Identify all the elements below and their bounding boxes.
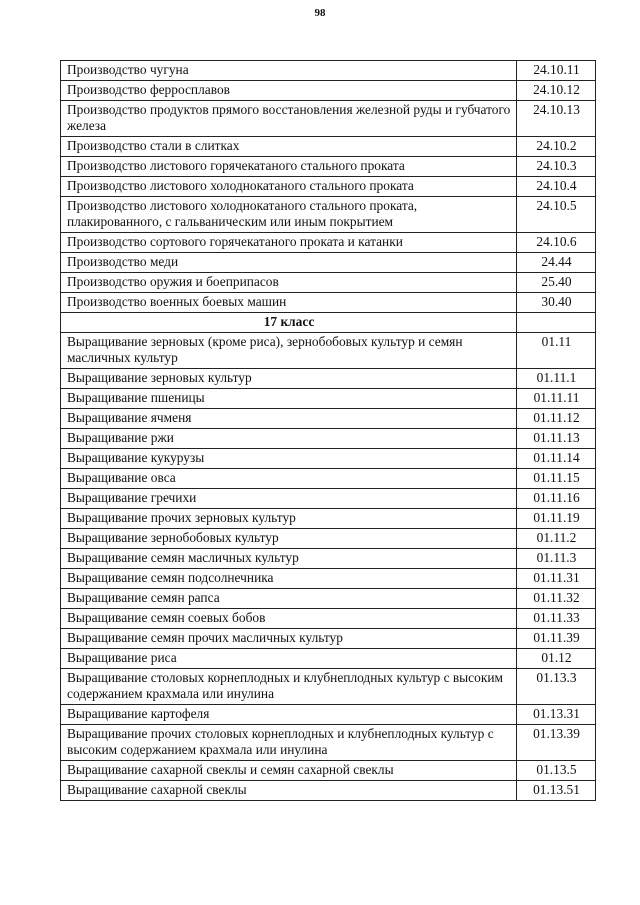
table-row [61, 609, 596, 629]
activity-name: Производство листового холоднокатаного стального проката [61, 177, 517, 197]
table-row [61, 177, 596, 197]
table-row [61, 101, 596, 137]
activity-code: 01.13.31 [517, 705, 596, 725]
activity-code: 24.10.13 [517, 101, 596, 137]
table-row [61, 429, 596, 449]
activity-name: Выращивание овса [61, 469, 517, 489]
activity-code: 01.11.31 [517, 569, 596, 589]
activity-name: Производство меди [61, 253, 517, 273]
activity-name: Выращивание картофеля [61, 705, 517, 725]
table-row [61, 81, 596, 101]
activity-code: 24.10.2 [517, 137, 596, 157]
activity-name: Выращивание ржи [61, 429, 517, 449]
table-row [61, 137, 596, 157]
table-row [61, 781, 596, 801]
table-row [61, 509, 596, 529]
activity-code: 01.13.5 [517, 761, 596, 781]
table-row [61, 489, 596, 509]
activity-code: 24.10.11 [517, 61, 596, 81]
activity-name: Выращивание столовых корнеплодных и клубнеплодных культур с высоким содержанием крахмала или инулина [61, 669, 517, 705]
table-row [61, 61, 596, 81]
page-number: 98 [314, 7, 326, 19]
activity-name: Выращивание семян подсолнечника [61, 569, 517, 589]
table-row [61, 197, 596, 233]
activity-name: Производство листового горячекатаного стального проката [61, 157, 517, 177]
activity-code: 01.11.11 [517, 389, 596, 409]
activity-code: 01.11.15 [517, 469, 596, 489]
activity-name: Производство чугуна [61, 61, 517, 81]
activity-code: 24.10.4 [517, 177, 596, 197]
activity-code: 01.11.13 [517, 429, 596, 449]
table-row [61, 725, 596, 761]
activity-name: Выращивание семян рапса [61, 589, 517, 609]
activity-code: 24.10.12 [517, 81, 596, 101]
activity-code: 24.44 [517, 253, 596, 273]
table-row [61, 469, 596, 489]
table-row [61, 449, 596, 469]
activity-name: Выращивание зернобобовых культур [61, 529, 517, 549]
activity-code: 01.12 [517, 649, 596, 669]
activity-code: 24.10.6 [517, 233, 596, 253]
activity-code: 24.10.5 [517, 197, 596, 233]
activity-name: Выращивание зерновых культур [61, 369, 517, 389]
section-title: 17 класс [61, 313, 517, 333]
activity-code: 01.11.1 [517, 369, 596, 389]
activity-code: 24.10.3 [517, 157, 596, 177]
activity-code: 25.40 [517, 273, 596, 293]
activity-name: Производство сортового горячекатаного проката и катанки [61, 233, 517, 253]
activity-code: 01.11.14 [517, 449, 596, 469]
activity-name: Выращивание кукурузы [61, 449, 517, 469]
activity-name: Выращивание прочих столовых корнеплодных и клубнеплодных культур с высоким содержанием крахмала или инулина [61, 725, 517, 761]
activity-name: Выращивание прочих зерновых культур [61, 509, 517, 529]
activity-name: Выращивание зерновых (кроме риса), зернобобовых культур и семян масличных культур [61, 333, 517, 369]
activity-code: 30.40 [517, 293, 596, 313]
table-row [61, 529, 596, 549]
section-code-empty [517, 313, 596, 333]
activity-name: Выращивание пшеницы [61, 389, 517, 409]
table-row [61, 369, 596, 389]
activity-name: Производство оружия и боеприпасов [61, 273, 517, 293]
activity-code: 01.11 [517, 333, 596, 369]
table-row [61, 253, 596, 273]
activity-name: Выращивание сахарной свеклы и семян сахарной свеклы [61, 761, 517, 781]
activity-name: Производство военных боевых машин [61, 293, 517, 313]
table-row [61, 649, 596, 669]
activity-name: Производство ферросплавов [61, 81, 517, 101]
table-row [61, 333, 596, 369]
activity-name: Выращивание гречихи [61, 489, 517, 509]
table-row [61, 233, 596, 253]
table-row [61, 569, 596, 589]
activity-code: 01.13.3 [517, 669, 596, 705]
table-body [61, 61, 596, 801]
section-header-row [61, 313, 596, 333]
table-row [61, 705, 596, 725]
activity-name: Выращивание семян прочих масличных культур [61, 629, 517, 649]
activity-name: Производство стали в слитках [61, 137, 517, 157]
activity-name: Выращивание сахарной свеклы [61, 781, 517, 801]
table-row [61, 273, 596, 293]
activity-code: 01.13.51 [517, 781, 596, 801]
table-row [61, 293, 596, 313]
activity-name: Выращивание семян масличных культур [61, 549, 517, 569]
classification-table [60, 60, 596, 801]
table-row [61, 409, 596, 429]
table-row [61, 389, 596, 409]
table-row [61, 761, 596, 781]
activity-code: 01.11.2 [517, 529, 596, 549]
table-row [61, 629, 596, 649]
activity-name: Выращивание ячменя [61, 409, 517, 429]
table-row [61, 549, 596, 569]
activity-code: 01.11.12 [517, 409, 596, 429]
activity-name: Выращивание риса [61, 649, 517, 669]
activity-code: 01.11.3 [517, 549, 596, 569]
activity-name: Производство продуктов прямого восстановления железной руды и губчатого железа [61, 101, 517, 137]
activity-code: 01.11.32 [517, 589, 596, 609]
table-row [61, 157, 596, 177]
table-row [61, 589, 596, 609]
activity-name: Выращивание семян соевых бобов [61, 609, 517, 629]
activity-code: 01.11.39 [517, 629, 596, 649]
table-row [61, 669, 596, 705]
activity-code: 01.11.16 [517, 489, 596, 509]
activity-code: 01.11.33 [517, 609, 596, 629]
activity-code: 01.13.39 [517, 725, 596, 761]
activity-code: 01.11.19 [517, 509, 596, 529]
activity-name: Производство листового холоднокатаного стального проката, плакированного, с гальваническим или иным покрытием [61, 197, 517, 233]
